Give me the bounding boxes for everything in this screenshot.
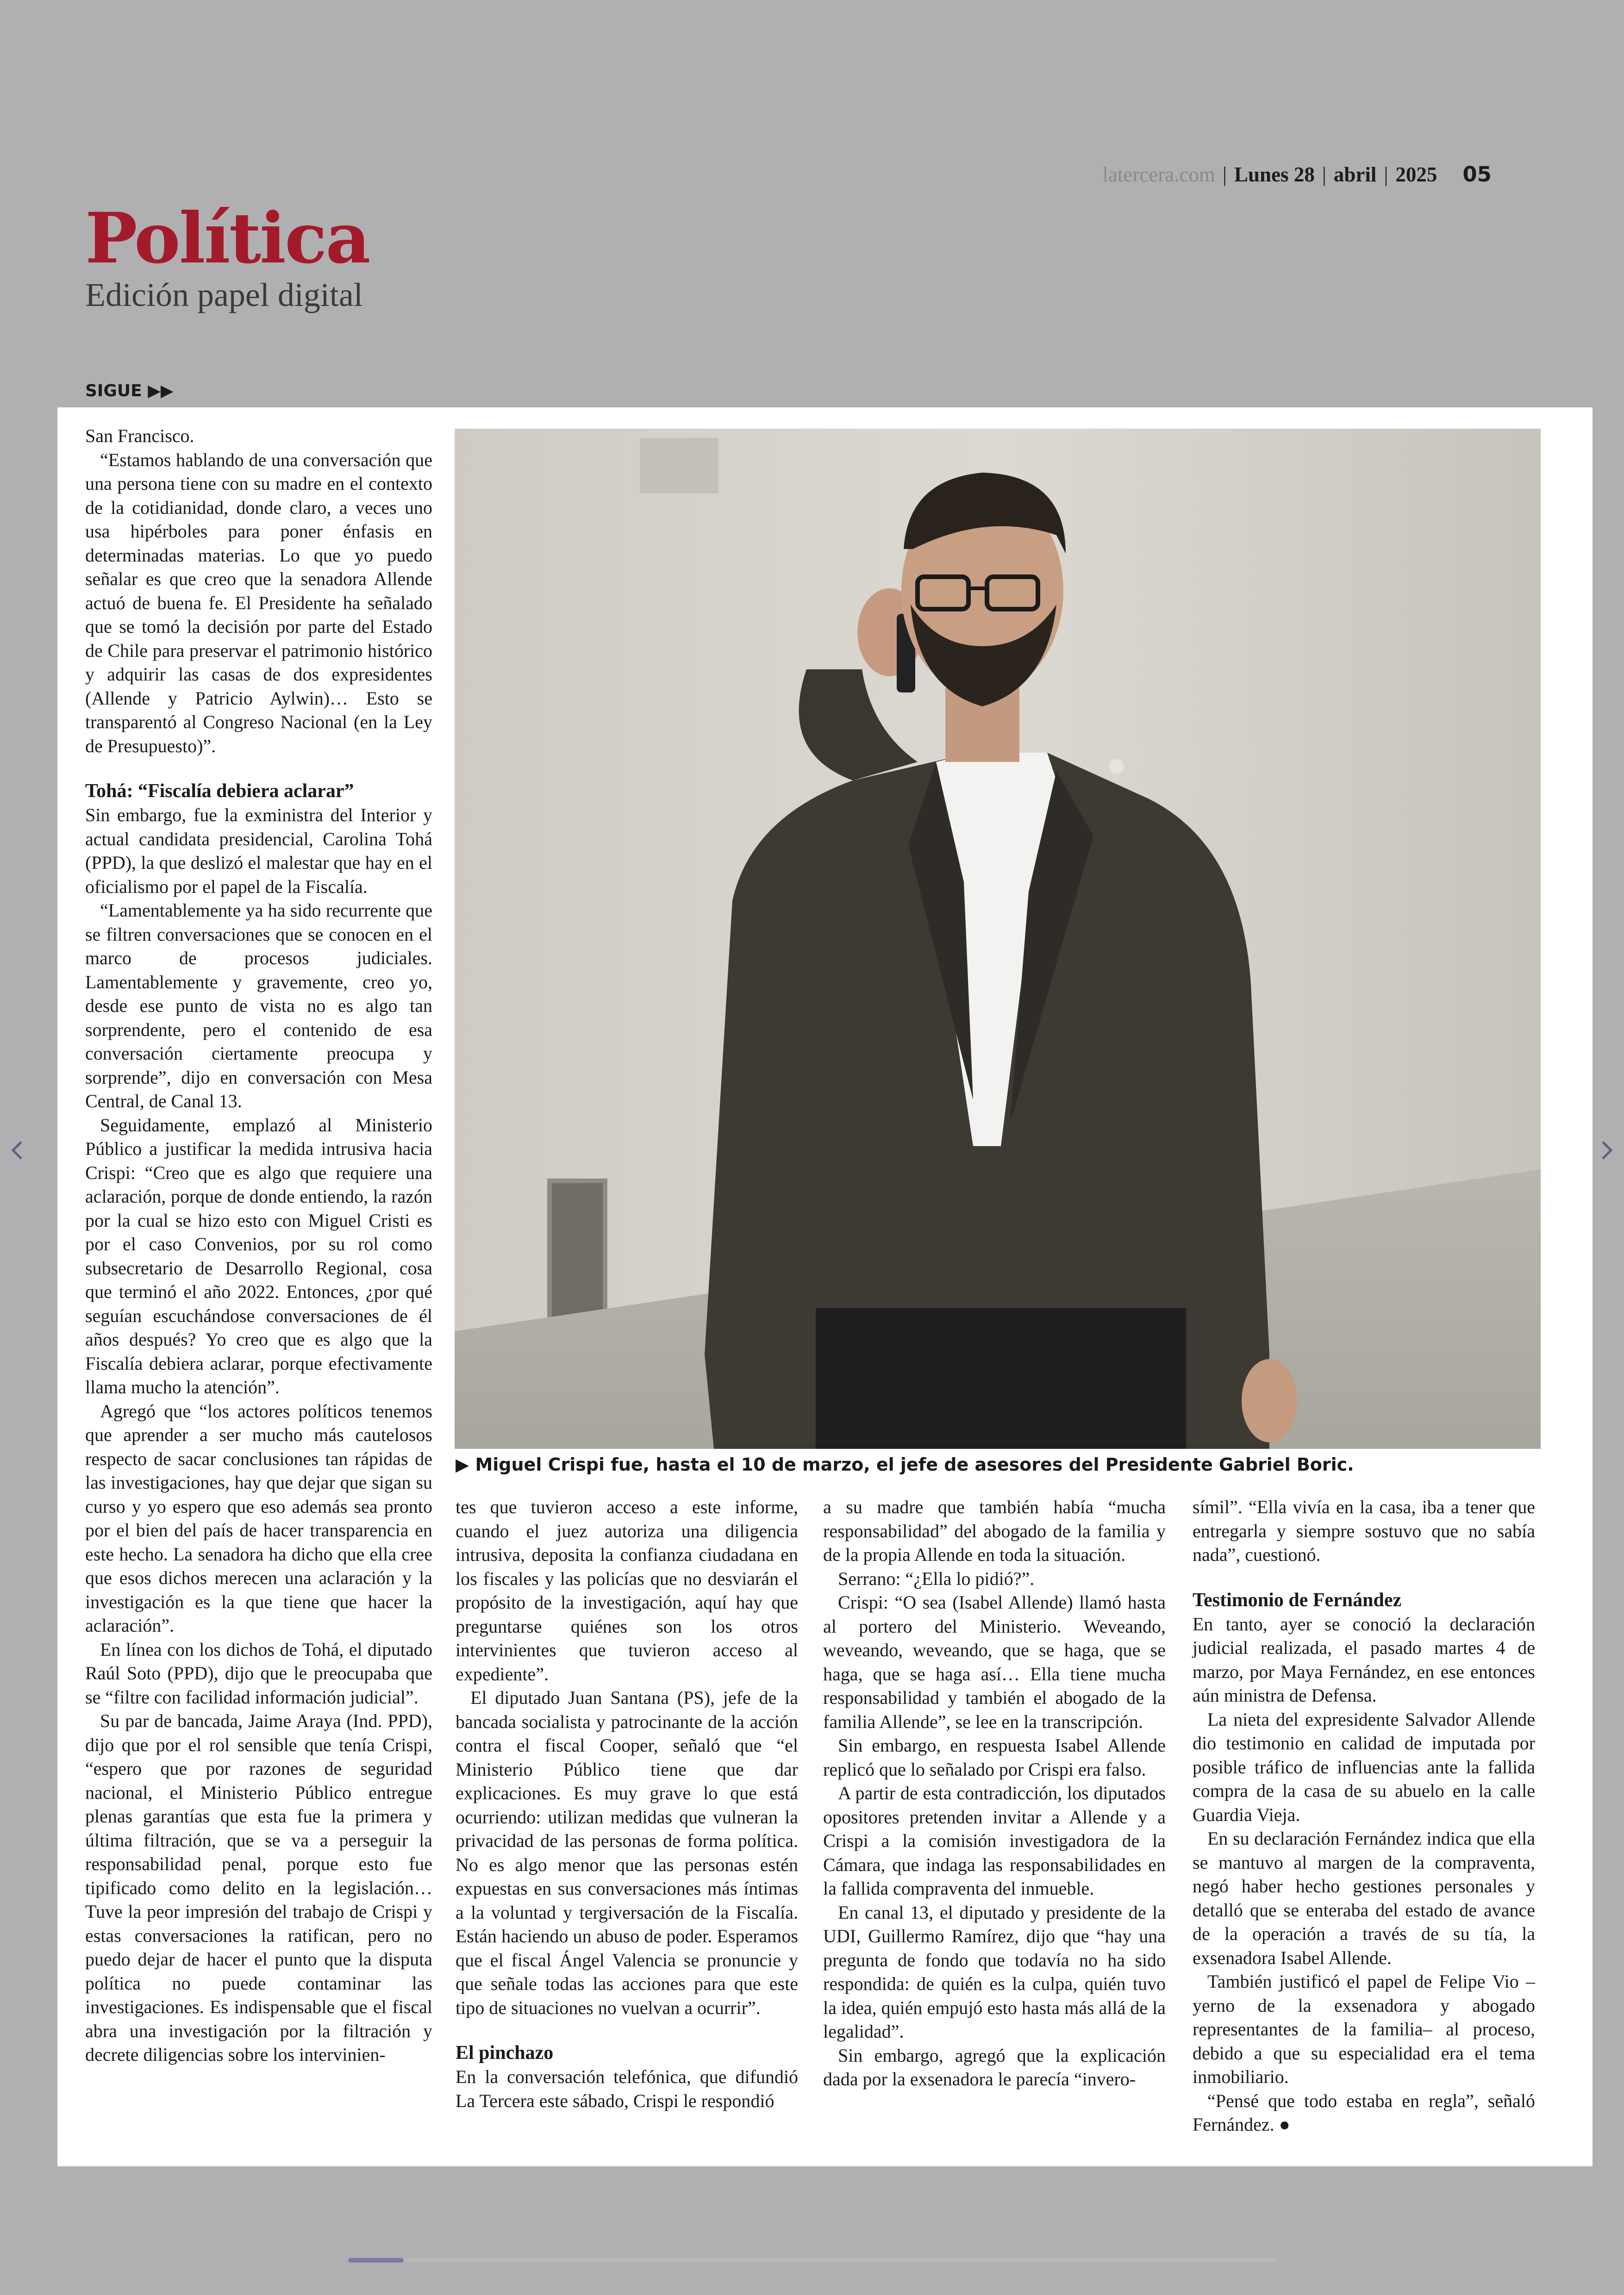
article-column-2 [456,1495,798,2113]
paragraph: También justificó el papel de Felipe Vio – yerno de la exsenadora y abogado representantes de la familia– al proceso, debido a que su especialidad era el tema inmobiliario. [1193,1971,1535,2087]
site-name: latercera.com [1102,162,1215,186]
paragraph: En canal 13, el diputado y presidente de la UDI, Guillermo Ramírez, dijo que “hay una pregunta de fondo que todavía no ha sido respondida: de quién es la culpa, quién tuvo la idea, quién empujó esto hasta más allá de la legalidad”. [823,1902,1166,2042]
article-column-3 [823,1495,1166,2091]
article-sheet [57,407,1593,2166]
paragraph: En tanto, ayer se conoció la declaración judicial realizada, el pasado martes 4 de marzo, por Maya Fernández, en ese entonces aún ministra de Defensa. [1193,1613,1535,1706]
paragraph [1193,2089,1535,2137]
page-number: 05 [1462,162,1492,187]
paragraph: símil”. “Ella vivía en la casa, iba a tener que entregarla y siempre sostuvo que no sabía nada”, cuestionó. [1193,1497,1535,1565]
article-photo [455,429,1541,1449]
reading-progress-fill [348,2258,404,2263]
paragraph: Sin embargo, en respuesta Isabel Allende replicó que lo señalado por Crispi era falso. [823,1735,1166,1780]
date-day: Lunes 28 [1234,162,1315,186]
subheading: Testimonio de Fernández [1193,1589,1402,1611]
paragraph: El diputado Juan Santana (PS), jefe de la bancada socialista y patrocinante de la acción contra el fiscal Cooper, señaló que “el Ministerio Público tiene que dar explicaciones. Es muy grave lo que está ocurriendo: utilizan medidas que vulneran la privacidad de las personas de forma política. No es algo menor que las personas estén expuestas en sus conversaciones más íntimas a la voluntad y tergiversación de la Fiscalía. Están haciendo un abuso de poder. Esperamos que el fiscal Ángel Valencia se pronuncie y que señale todas las acciones para que este tipo de situaciones no vuelvan a ocurrir”. [456,1687,798,2018]
paragraph: La nieta del expresidente Salvador Allende dio testimonio en calidad de imputada por posible tráfico de influencias ante la fallida compra de la casa de su abuelo en la calle Guardia Vieja. [1193,1709,1535,1825]
paragraph: Seguidamente, emplazó al Ministerio Público a justificar la medida intrusiva hacia Crispi: “Creo que es algo que requiere una aclaración, porque de donde entiendo, la razón por la cual se hizo esto con Miguel Cristi es por el caso Convenios, por su rol como subsecretario de Desarrollo Regional, cosa que terminó el año 2022. Entonces, ¿por qué seguían escuchándose conversaciones de él años después? Yo creo que es algo que la Fiscalía debiera aclarar, porque efectivamente llama mucho la atención”. [85,1114,432,1397]
paragraph: Su par de bancada, Jaime Araya (Ind. PPD), dijo que por el rol sensible que tenía Crispi, “espero que por razones de seguridad nacional, el Ministerio Público entregue plenas garantías que esta fue la primera y última filtración, que se va a perseguir la responsabilidad penal, porque esto fue tipificado como delito en la legislación… Tuve la peor impresión del trabajo de Crispi y estas conversaciones la ratifican, pero no puedo dejar de hacer el punto que la disputa política no puede contaminar las investigaciones. Es indispensable que el fiscal abra una investigación por la filtración y decrete diligencias sobre los intervinien- [85,1710,432,2065]
next-page-button[interactable] [1593,1136,1620,1164]
edition-subtitle: Edición papel digital [85,276,363,313]
dateline [1102,162,1492,187]
paragraph: a su madre que también había “mucha responsabilidad” del abogado de la familia y de la propia Allende en toda la situación. [823,1497,1166,1565]
continues-marker: SIGUE ▶▶ [85,381,174,400]
paragraph: En la conversación telefónica, que difundió La Tercera este sábado, Crispi le respondió [456,2066,798,2111]
section-title: Política [85,198,369,279]
paragraph: En línea con los dichos de Tohá, el diputado Raúl Soto (PPD), dijo que le preocupaba que se “filtre con facilidad información judicial”. [85,1639,432,1708]
photo-man-on-phone [455,429,1541,1449]
paragraph: Crispi: “O sea (Isabel Allende) llamó hasta al portero del Ministerio. Weveando, weveando, weveando, que se haga, que se haga, que se haga así… Ella tiene mucha responsabilidad y también el abogado de la familia Allende”, se lee en la transcripción. [823,1592,1166,1732]
separator: | [1223,162,1227,186]
date-month: abril [1333,162,1377,186]
paragraph: En su declaración Fernández indica que ella se mantuvo al margen de la compraventa, negó haber hecho gestiones personales y detalló que se enteraba del estado de avance de la operación a través de su tía, la exsenadora Isabel Allende. [1193,1828,1535,1968]
end-mark-icon: ● [1279,2114,1290,2135]
separator: | [1322,162,1326,186]
paragraph: A partir de esta contradicción, los diputados opositores pretenden invitar a Allende y a Crispi a la comisión investigadora de la Cámara, que indaga las responsabilidades en la fallida compraventa del inmueble. [823,1783,1166,1899]
article-column-4 [1193,1495,1535,2137]
paragraph: San Francisco. [85,425,194,446]
subheading: Tohá: “Fiscalía debiera aclarar” [85,780,354,802]
paragraph: Sin embargo, fue la exministra del Interior y actual candidata presidencial, Carolina Tohá (PPD), la que deslizó el malestar que hay en el oficialismo por el papel de la Fiscalía. [85,804,432,897]
chevron-right-icon [1593,1136,1620,1164]
previous-page-button[interactable] [4,1136,31,1164]
paragraph: Agregó que “los actores políticos tenemos que aprender a ser mucho más cautelosos respecto de sacar conclusiones tan rápidas de las investigaciones, hay que dejar que sigan su curso y yo espero que eso además sea pronto por el bien del país de hacer transparencia en este hecho. La senadora ha dicho que ella cree que esos dichos merecen una aclaración y la investigación es la que tiene que hacer la aclaración”. [85,1400,432,1636]
article-column-1 [85,424,432,2067]
paragraph: Sin embargo, agregó que la explicación dada por la exsenadora le parecía “invero- [823,2045,1166,2089]
separator: | [1384,162,1388,186]
paragraph: tes que tuvieron acceso a este informe, cuando el juez autoriza una diligencia intrusiva, deposita la confianza ciudadana en los fiscales y las policías que no desviarán el propósito de la investigación, aquí hay que preguntarse quiénes son los otros intervinientes que tuvieron acceso al expediente”. [456,1497,798,1684]
paragraph: “Lamentablemente ya ha sido recurrente que se filtren conversaciones que se conocen en el marco de procesos judiciales. Lamentablemente y gravemente, creo yo, desde ese punto de vista no es algo tan sorprendente, pero el contenido de esa conversación ciertamente preocupa y sorprende”, dijo en conversación con Mesa Central, de Canal 13. [85,900,432,1111]
photo-caption: ▶ Miguel Crispi fue, hasta el 10 de marzo, el jefe de asesores del Presidente Gabriel Boric. [456,1454,1354,1475]
closing-quote-text: “Pensé que todo estaba en regla”, señaló Fernández. [1193,2090,1535,2135]
chevron-left-icon [4,1136,31,1164]
reading-progress-bar[interactable] [348,2258,1276,2263]
paragraph: Serrano: “¿Ella lo pidió?”. [838,1568,1035,1589]
paragraph: “Estamos hablando de una conversación que una persona tiene con su madre en el contexto de la cotidianidad, donde claro, a veces uno usa hipérboles para poner énfasis en determinadas materias. Lo que yo puedo señalar es que creo que la senadora Allende actuó de buena fe. El Presidente ha señalado que se tomó la decisión por parte del Estado de Chile para preservar el patrimonio histórico y adquirir las casas de dos expresidentes (Allende y Patricio Aylwin)… Esto se transparentó al Congreso Nacional (en la Ley de Presupuesto)”. [85,449,432,756]
subheading: El pinchazo [456,2042,554,2064]
date-year: 2025 [1395,162,1437,186]
